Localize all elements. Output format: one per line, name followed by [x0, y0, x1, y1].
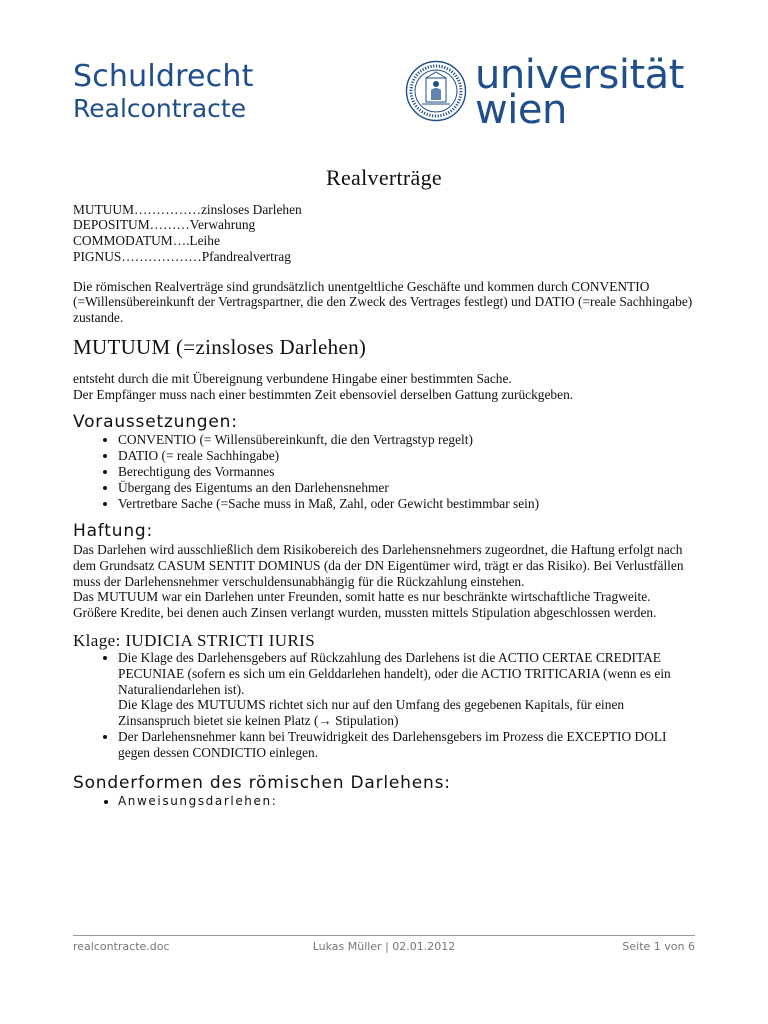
logo-line2: wien	[475, 87, 567, 134]
subsection-heading-voraussetzungen: Voraussetzungen:	[73, 411, 238, 432]
klage-item-1-text: Die Klage des Darlehensgebers auf Rückzahlung des Darlehens ist die ACTIO CERTAE CREDITAE PECUNIAE (sofern es sich um ein Gelddarlehen handelt), oder die ACTIO TRITICARIA (wenn es ein Naturaliendarlehen ist).	[118, 650, 671, 697]
intro-paragraph: Die römischen Realverträge sind grundsätzlich unentgeltliche Geschäfte und kommen durch CONVENTIO (=Willensübereinkunft der Vertragspartner, die den Zweck des Vertrages festlegt) und DATIO (=reale Sachhingabe) zustande.	[73, 278, 693, 325]
footer-page-number: Seite 1 von 6	[622, 940, 695, 953]
list-item	[118, 650, 695, 729]
mutuum-paragraph-2: Der Empfänger muss nach einer bestimmten Zeit ebensoviel derselben Gattung zurückgeben.	[73, 387, 574, 403]
list-item: • Anweisungsdarlehen:	[118, 794, 695, 810]
subsection-heading-klage: Klage: IUDICIA STRICTI IURIS	[73, 630, 316, 650]
list-item: • Berechtigung des Vormannes	[118, 464, 695, 480]
subsection-heading-haftung: Haftung:	[73, 521, 154, 542]
document-header-title	[73, 59, 254, 123]
list-item: • Übergang des Eigentums an den Darlehensnehmer	[118, 480, 695, 496]
footer-filename: realcontracte.doc	[73, 940, 170, 953]
list-item: • DATIO (= reale Sachhingabe)	[118, 448, 695, 464]
logo-line1: universität	[475, 52, 684, 98]
list-item: • Vertretbare Sache (=Sache muss in Maß, Zahl, oder Gewicht bestimmbar sein)	[118, 496, 695, 512]
sonderformen-list	[73, 794, 695, 810]
header-subtitle: Realcontracte	[73, 94, 247, 123]
klage-item-1-continuation: Die Klage des MUTUUMS richtet sich nur auf den Umfang des gegebenen Kapitals, für einen Zinsanspruch bietet sie keinen Platz (→ Stipulation)	[118, 697, 625, 729]
definitions-list	[73, 202, 695, 265]
university-logo-text	[475, 52, 684, 134]
subsection-heading-sonderformen: Sonderformen des römischen Darlehens:	[73, 773, 451, 794]
header-title: Schuldrecht	[73, 59, 254, 94]
definition-item: COMMODATUM….Leihe	[73, 233, 220, 249]
list-item: • Der Darlehensnehmer kann bei Treuwidrigkeit des Darlehensgebers im Prozess die EXCEPTIO DOLI gegen dessen CONDICTIO einlegen.	[118, 729, 695, 760]
haftung-paragraph-2: Das MUTUUM war ein Darlehen unter Freunden, somit hatte es nur beschränkte wirtschaftliche Tragweite. Größere Kredite, bei denen auch Zinsen verlangt wurden, mussten mittels Stipulation abgeschlossen werden.	[73, 589, 657, 620]
definition-item: PIGNUS………………Pfandrealvertrag	[73, 248, 291, 264]
klage-list	[73, 650, 695, 760]
footer-divider	[73, 935, 695, 936]
page-heading: Realverträge	[326, 165, 442, 190]
voraussetzungen-list	[73, 432, 695, 512]
haftung-paragraph-1: Das Darlehen wird ausschließlich dem Risikobereich des Darlehensnehmers zugeordnet, die Haftung erfolgt nach dem Grundsatz CASUM SENTIT DOMINUS (da der DN Eigentümer wird, trägt er das Risiko). Bei Verlustfällen muss der Darlehensnehmer verschuldensunabhängig für die Rückzahlung einstehen.	[73, 542, 684, 589]
list-item: • CONVENTIO (= Willensübereinkunft, die den Vertragstyp regelt)	[118, 432, 695, 448]
definition-item: MUTUUM……………zinsloses Darlehen	[73, 201, 302, 217]
mutuum-paragraph-1: entsteht durch die mit Übereignung verbundene Hingabe einer bestimmten Sache.	[73, 371, 512, 387]
footer-author-date: Lukas Müller | 02.01.2012	[312, 940, 456, 953]
definition-item: DEPOSITUM………Verwahrung	[73, 217, 256, 233]
section-heading-mutuum: MUTUUM (=zinsloses Darlehen)	[73, 334, 367, 359]
document-body	[73, 165, 695, 810]
university-seal-icon	[405, 60, 467, 122]
